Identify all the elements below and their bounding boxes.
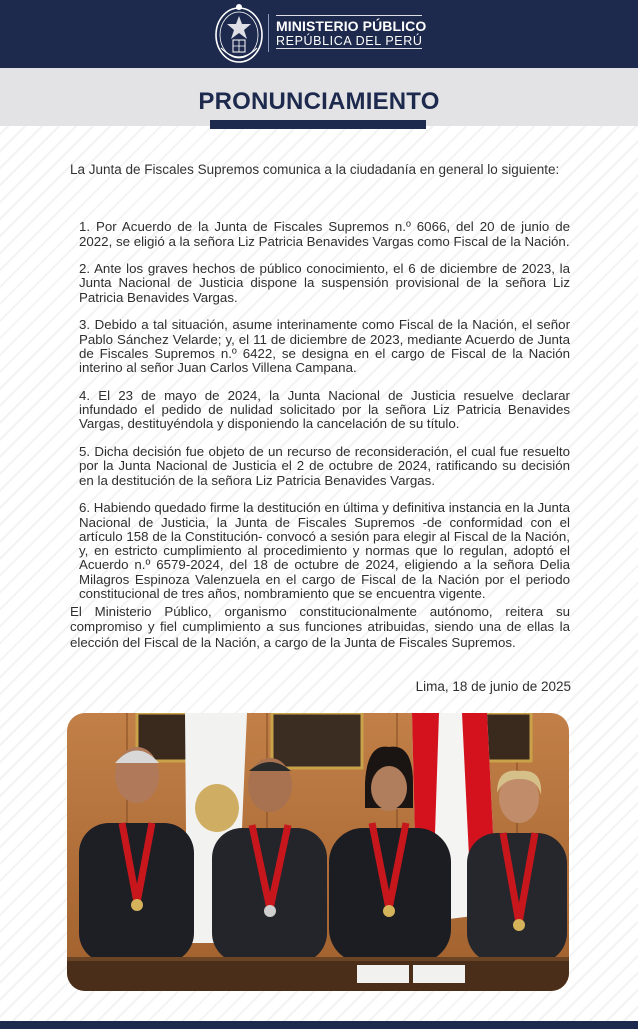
intro-text: La Junta de Fiscales Supremos comunica a la ciudadanía en general lo siguiente: (70, 162, 560, 177)
point-item: 4. El 23 de mayo de 2024, la Junta Nacional de Justicia resuelve declarar infundado el pedido de nulidad solicitado por la señora Liz Patricia Benavides Vargas, destituyéndola y disponiendo la cancelación de su título. (79, 387, 570, 432)
page-title: PRONUNCIAMIENTO (198, 88, 440, 115)
date-line: Lima, 18 de junio de 2025 (415, 679, 571, 694)
header-divider (268, 14, 269, 52)
point-item: 3. Debido a tal situación, asume interinamente como Fiscal de la Nación, el señor Pablo Sánchez Velarde; y, el 11 de diciembre de 2023, mediante Acuerdo de Junta de Fiscales Supremos n.º 6422, se designa en el cargo de Fiscal de la Nación interino al señor Juan Carlos Villena Campana. (79, 317, 570, 376)
header-bar (0, 0, 638, 68)
points-list (79, 207, 570, 609)
point-item: 1. Por Acuerdo de la Junta de Fiscales Supremos n.º 6066, del 20 de junio de 2022, se eligió a la señora Liz Patricia Benavides Vargas como Fiscal de la Nación. (79, 219, 570, 249)
coat-of-arms-seal-icon (213, 2, 265, 64)
group-photo-four-prosecutors-icon (67, 713, 569, 991)
title-underline-bar (210, 120, 426, 129)
org-name-rule (276, 15, 422, 16)
org-subtitle: REPÚBLICA DEL PERÚ (276, 34, 423, 48)
footer-bar (0, 1021, 638, 1029)
closing-paragraph: El Ministerio Público, organismo constitucionalmente autónomo, reitera su compromiso y fiel cumplimiento a sus funciones atribuidas, siendo una de ellas la elección del Fiscal de la Nación, a cargo de la Junta de Fiscales Supremos. (70, 604, 570, 650)
group-photo (67, 713, 569, 991)
point-item: 2. Ante los graves hechos de público conocimiento, el 6 de diciembre de 2023, la Junta Nacional de Justicia dispone la suspensión provisional de la señora Liz Patricia Benavides Vargas. (79, 261, 570, 305)
org-subtitle-rule (276, 48, 422, 49)
point-item: 5. Dicha decisión fue objeto de un recurso de reconsideración, el cual fue resuelto por la Junta Nacional de Justicia el 2 de octubre de 2024, ratificando su decisión en la destitución de la señora Liz Patricia Benavides Vargas. (79, 444, 570, 488)
org-name: MINISTERIO PÚBLICO (276, 18, 427, 34)
point-item: 6. Habiendo quedado firme la destitución en última y definitiva instancia en la Junta Nacional de Justicia, la Junta de Fiscales Supremos -de conformidad con el artículo 158 de la Constitución- convocó a sesión para elegir al Fiscal de la Nación, y, en estricto cumplimiento al procedimiento y normas que lo regulan, adoptó el Acuerdo n.º 6579-2024, del 18 de octubre de 2024, eligiendo a la señora Delia Milagros Espinoza Valenzuela en el cargo de Fiscal de la Nación por el periodo constitucional de tres años, nombramiento que se encuentra vigente. (79, 500, 570, 602)
